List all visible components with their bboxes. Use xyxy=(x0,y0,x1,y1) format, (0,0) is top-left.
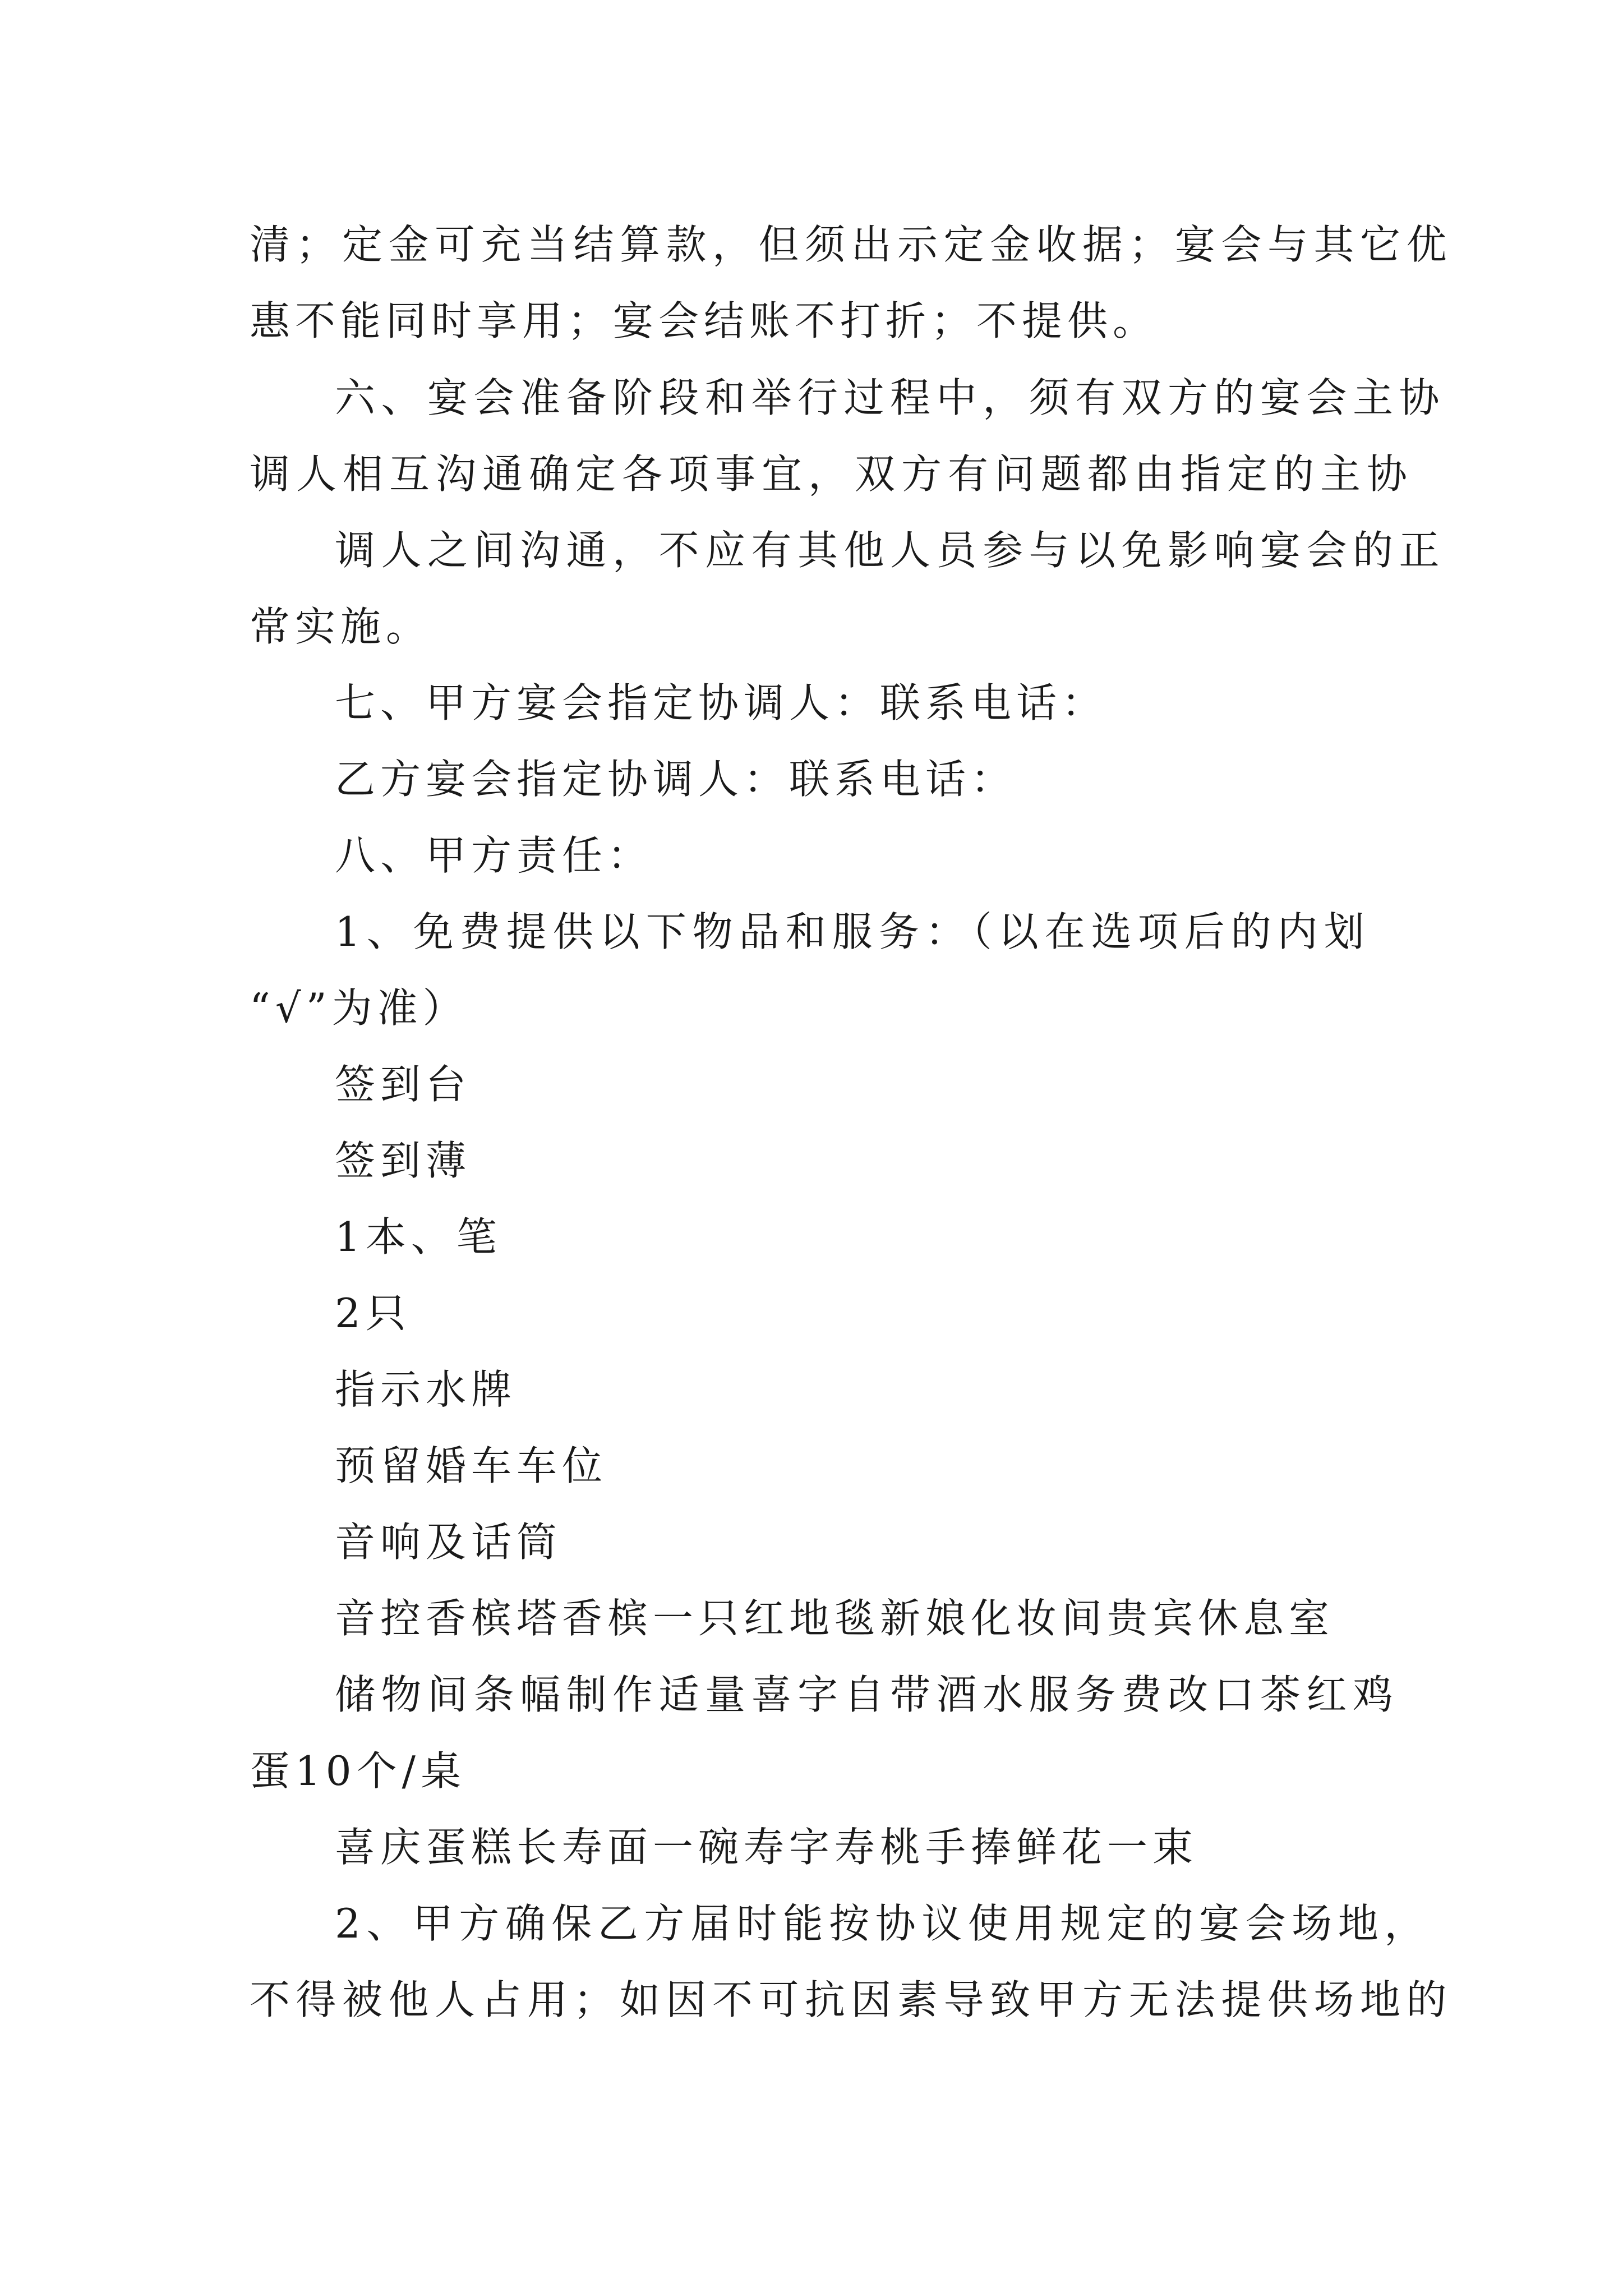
list-item: 指示水牌 xyxy=(335,1366,517,1413)
list-item: 蛋10个/桌 xyxy=(250,1747,466,1795)
paragraph-line: 清；定金可充当结算款，但须出示定金收据；宴会与其它优 xyxy=(250,221,1453,268)
list-item: 音响及话筒 xyxy=(335,1519,562,1566)
section-heading: 八、甲方责任： xyxy=(335,832,653,879)
paragraph-line: “√”为准） xyxy=(250,984,468,1032)
list-item: 签到台 xyxy=(335,1061,472,1108)
paragraph-line: 1、免费提供以下物品和服务：（以在选项后的内划 xyxy=(335,908,1371,955)
paragraph-line: 六、宴会准备阶段和举行过程中，须有双方的宴会主协 xyxy=(335,374,1446,421)
paragraph-line: 调人相互沟通确定各项事宜，双方有问题都由指定的主协 xyxy=(250,450,1414,498)
list-item: 喜庆蛋糕长寿面一碗寿字寿桃手捧鲜花一束 xyxy=(335,1824,1198,1871)
paragraph-line: 惠不能同时享用；宴会结账不打折；不提供。 xyxy=(250,297,1159,344)
paragraph-line: 乙方宴会指定协调人：联系电话： xyxy=(335,756,1017,803)
paragraph-line: 调人之间沟通，不应有其他人员参与以免影响宴会的正 xyxy=(335,527,1446,574)
list-item: 储物间条幅制作适量喜字自带酒水服务费改口茶红鸡 xyxy=(335,1671,1399,1718)
paragraph-line: 七、甲方宴会指定协调人：联系电话： xyxy=(335,679,1108,726)
paragraph-line: 不得被他人占用；如因不可抗因素导致甲方无法提供场地的 xyxy=(250,1976,1453,2023)
list-item: 1本、笔 xyxy=(335,1213,502,1260)
list-item: 预留婚车车位 xyxy=(335,1442,608,1489)
list-item: 音控香槟塔香槟一只红地毯新娘化妆间贵宾休息室 xyxy=(335,1595,1335,1642)
list-item: 签到薄 xyxy=(335,1137,472,1184)
list-item: 2只 xyxy=(335,1290,411,1337)
paragraph-line: 常实施。 xyxy=(250,603,432,650)
paragraph-line: 2、甲方确保乙方届时能按协议使用规定的宴会场地， xyxy=(335,1900,1431,1947)
